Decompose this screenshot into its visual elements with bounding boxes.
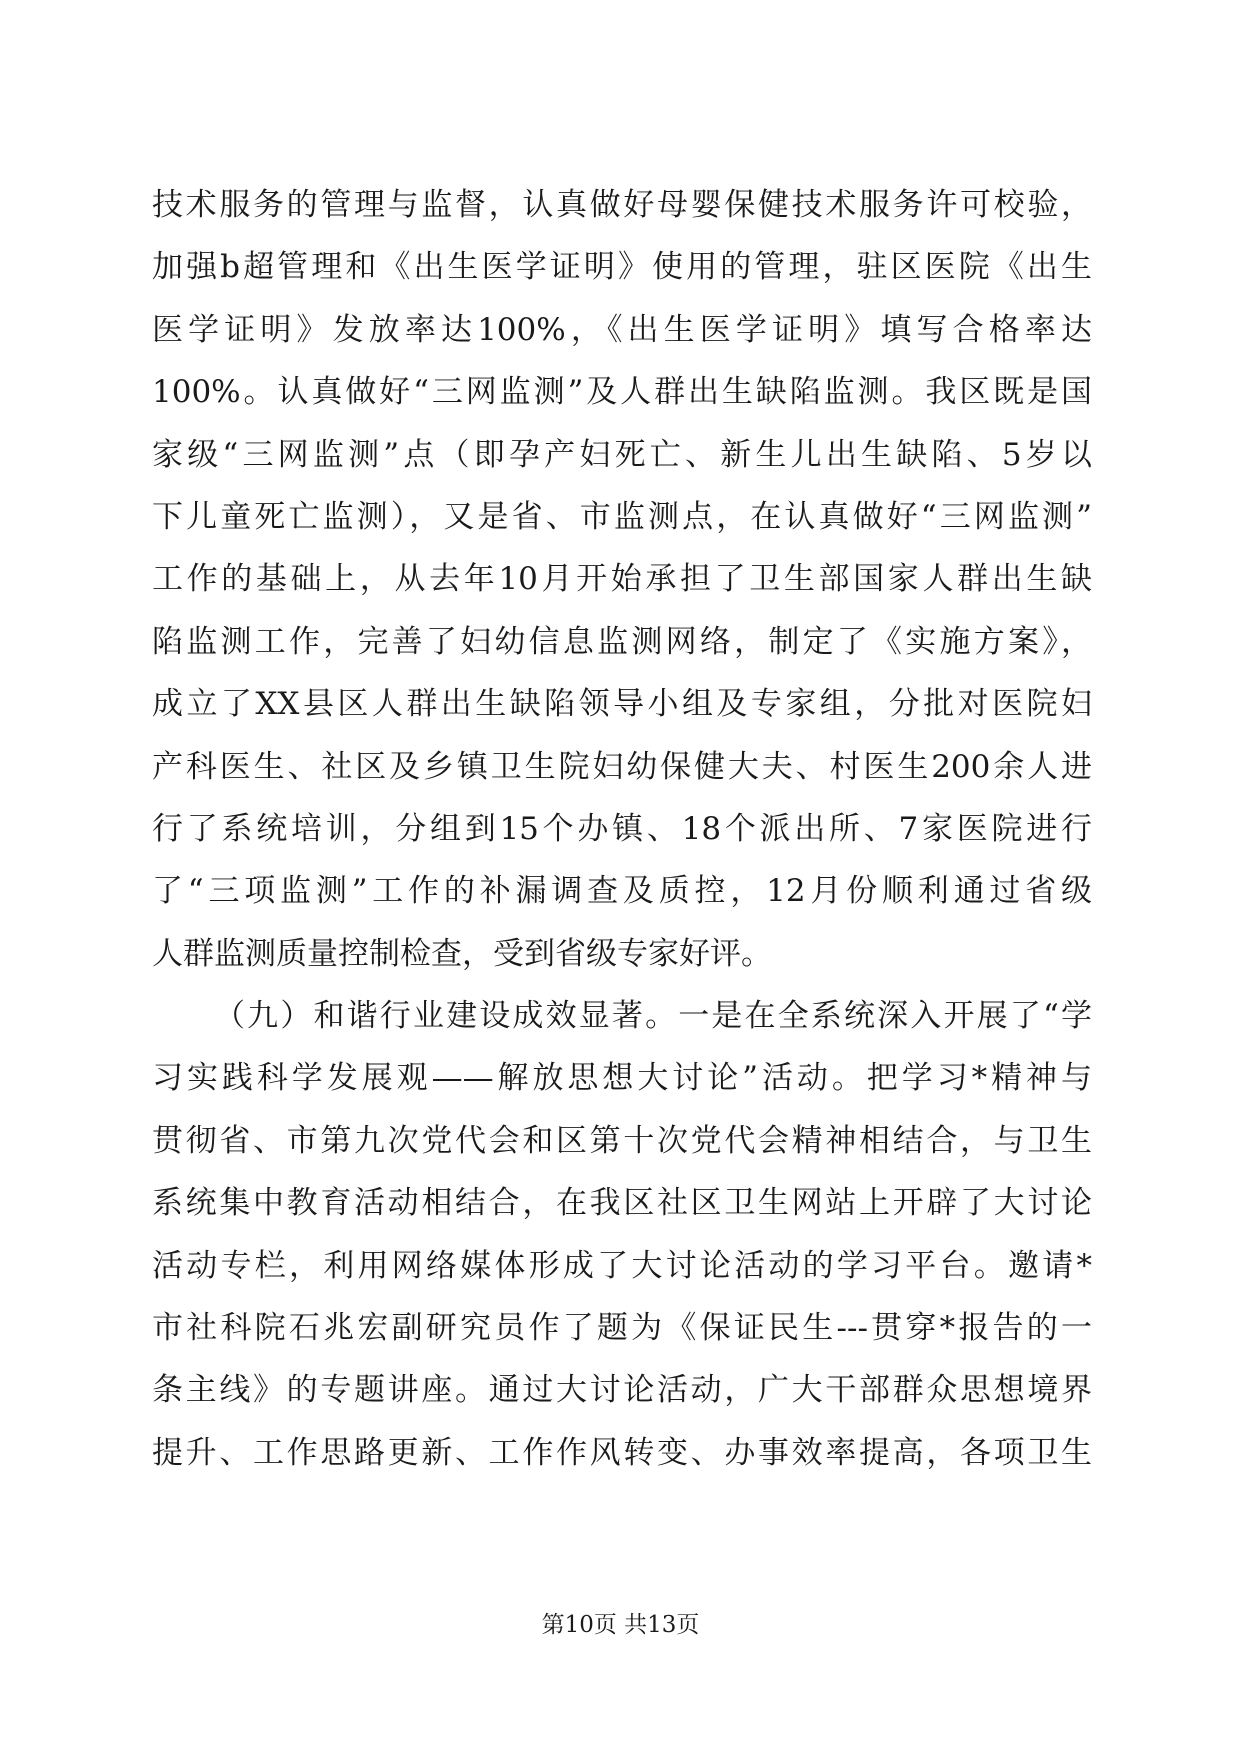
text-line: 行了系统培训，分组到15个办镇、18个派出所、7家医院进行 [152,810,1092,847]
text-line: 人群监测质量控制检查，受到省级专家好评。 [152,935,772,972]
text-line: 加强b超管理和《出生医学证明》使用的管理，驻区医院《出生 [152,249,1092,286]
text-line: 习实践科学发展观——解放思想大讨论”活动。把学习*精神与 [152,1060,1092,1097]
text-line: 系统集中教育活动相结合，在我区社区卫生网站上开辟了大讨论 [152,1185,1092,1222]
page-number: 第10页 共13页 [541,1612,700,1638]
text-line: 家级“三网监测”点（即孕产妇死亡、新生儿出生缺陷、5岁以 [152,436,1092,473]
page-body [152,174,1092,1484]
text-line: 成立了XX县区人群出生缺陷领导小组及专家组，分批对医院妇 [152,686,1092,723]
text-line: 条主线》的专题讲座。通过大讨论活动，广大干部群众思想境界 [152,1372,1092,1409]
text-line: 工作的基础上，从去年10月开始承担了卫生部国家人群出生缺 [152,561,1092,598]
text-line: 100%。认真做好“三网监测”及人群出生缺陷监测。我区既是国 [152,374,1092,411]
text-line: 下儿童死亡监测），又是省、市监测点，在认真做好“三网监测” [152,498,1092,535]
text-line: 活动专栏，利用网络媒体形成了大讨论活动的学习平台。邀请* [152,1247,1092,1284]
text-line: 产科医生、社区及乡镇卫生院妇幼保健大夫、村医生200余人进 [152,748,1092,785]
text-line: 市社科院石兆宏副研究员作了题为《保证民生---贯穿*报告的一 [152,1310,1092,1347]
paragraph-1 [152,174,1092,985]
text-line: 技术服务的管理与监督，认真做好母婴保健技术服务许可校验， [152,187,1092,223]
text-line: （九）和谐行业建设成效显著。一是在全系统深入开展了“学 [214,998,1092,1035]
text-line: 陷监测工作，完善了妇幼信息监测网络，制定了《实施方案》， [152,623,1092,660]
text-line: 提升、工作思路更新、工作作风转变、办事效率提高，各项卫生 [152,1434,1092,1471]
paragraph-2 [152,985,1092,1484]
text-line: 医学证明》发放率达100%，《出生医学证明》填写合格率达 [152,311,1092,348]
text-line: 了“三项监测”工作的补漏调查及质控，12月份顺利通过省级 [152,873,1092,910]
text-line: 贯彻省、市第九次党代会和区第十次党代会精神相结合，与卫生 [152,1122,1092,1159]
